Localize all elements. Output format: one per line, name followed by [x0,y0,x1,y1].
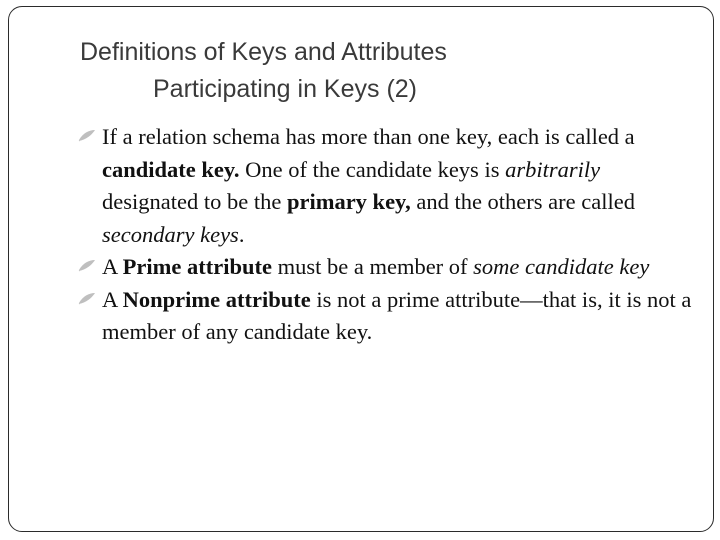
feather-icon [78,292,96,305]
bullet-item-candidate-key [78,121,698,251]
feather-icon [78,129,96,142]
italic-term: secondary keys [102,221,239,247]
bullet-item-nonprime-attribute [78,284,698,349]
bullet-text [102,254,649,279]
text-segment: and the others are called [410,189,641,214]
bullet-text [102,287,697,345]
slide-title-line-2: Participating in Keys (2) [153,75,418,103]
text-segment: A [102,286,123,312]
slide-title [80,34,680,108]
text-segment: designated to be the [102,156,606,214]
text-segment: . [238,221,245,247]
bold-term: Nonprime attribute [122,286,311,312]
slide-title-line-1: Definitions of Keys and Attributes [80,38,447,66]
text-segment: If a relation schema has more than one key, each is called a [102,124,641,149]
bullet-list [78,121,698,349]
feather-icon [78,259,96,272]
italic-term: arbitrarily [505,156,601,182]
bullet-text [102,124,641,247]
bold-term: candidate key. [102,156,240,182]
text-segment: A [102,254,123,279]
text-segment: One of the candidate keys is [239,156,506,182]
italic-term: some candidate key [473,254,650,279]
bold-term: primary key, [286,189,411,214]
text-segment: must be a member of [271,254,474,279]
bullet-item-prime-attribute [78,251,698,284]
text-segment: is not a prime attribute—that is, it is not a member of any candidate key. [102,286,697,344]
bold-term: Prime attribute [122,254,272,279]
